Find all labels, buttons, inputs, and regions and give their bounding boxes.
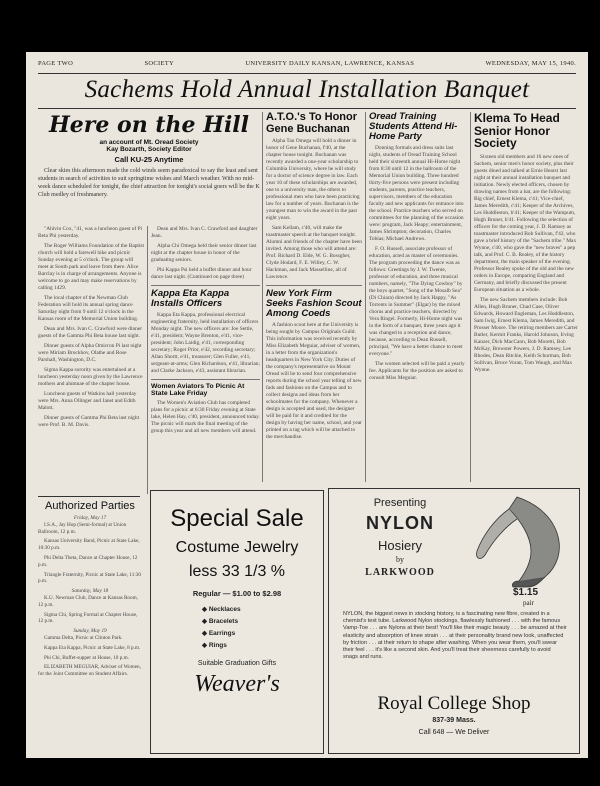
nylon-presenting: Presenting [373, 497, 427, 509]
parties-title: Authorized Parties [45, 500, 135, 512]
ato-headline: A.T.O.'s To Honor Gene Buchanan [266, 112, 358, 135]
page-number: PAGE TWO [38, 60, 74, 67]
newspaper-page [26, 52, 588, 758]
nylon-product: NYLON [366, 513, 434, 533]
ad-discount: less 33 1/3 % [188, 563, 286, 580]
hi-home-story: Donning formals and dress suits last night, students of Oread Training School held their sixteenth annual Hi-Home night from 8:30 until 12 in the ballroom of the Memorial Union building. Three hundred thirty-five persons were present including students, parents, practice teachers, supervisors, members of the education faculty and new applicants for entrance into the school. Practice teachers who served on committees for the planning of the occasion were: program, Jack Heapy; entertainment, James Shrimpton; decoration, Charles Tobias; Michael Andrews. [369, 144, 464, 242]
society-note: Dinner guests of Alpha Omicron Pi last night were Miriam Brockhov, Olathe and Rose Parshall, Washington, D.C. [38, 343, 142, 363]
society-column-title: Here on the Hill [48, 112, 250, 138]
society-call-line: Call KU-25 Anytime [114, 154, 184, 164]
nylon-headline-block [345, 497, 455, 578]
section-name: SOCIETY [144, 60, 174, 67]
kappa-headline: Kappa Eta Kappa Installs Officers [151, 285, 260, 309]
ad-store-name: Weaver's [194, 671, 280, 697]
jewelry-sale-ad [150, 490, 324, 754]
society-note: Dean and Mrs. Ivan C. Crawford were dinner guests of the Gamma Phi Beta house last night. [38, 326, 143, 339]
column-divider [147, 226, 148, 494]
sachem-story-2: The new Sachem members include: Bob Allen, Hugh Bruner, Chad Case, Oliver Edwards, Howard Engleman, Les Huddleston, Sam Iwig, Ernest Klema, James Meredith, and Prosser Moore. The retiring members are Carter Butler, Kermit Franks, Harold Johnson, Irving Kanzer, Dick MacCann, Bob Moretti, Bob McKay, Brewster Powers, J. D. Ramsey, Lee Rhodes, Dean Ritchie, Keith Schurman, Bob Sullivan, Bruce Voran, Tom Waugh, and Max Wynne. [474, 296, 578, 373]
stocking-leg-illustration [465, 493, 571, 589]
society-column-header [38, 112, 260, 224]
kappa-story: Kappa Eta Kappa, professional electrical engineering fraternity, held installation of officers Monday night. The new officers are: Joe Settle, e'41, president; Wayne Brenton, e'41, vice-president; John Laidig, e'41, corresponding secretary; Roger Prior, e'42, recording secretary; Allan Shortt, e'41, treasurer; Glen Fuller, e'41, sergeant-at-arms; Glen Richardson, e'41, librarian; and Clarke Jackson, e'43, assistant librarian. [151, 311, 260, 374]
society-byline: an account of Mt. Oread Society [99, 139, 199, 146]
society-note: The local chapter of the Newman Club Federation will hold its annual spring dance Saturday night from 9 until 12 o'clock in the Kansas room of the Memorial Union building. [38, 295, 139, 322]
news-column-4 [369, 112, 467, 482]
column-divider [365, 112, 366, 482]
society-column-continued [151, 226, 260, 494]
party-item: Kappa Eta Kappa, Picnic at State Lake, 8 p.m. [44, 644, 141, 651]
sachem-story: Sixteen old members and 16 new ones of Sachem, senior men's honor society, plus their guests dined and talked at Ernie Hearst last night at their annual installation banquet and initiation. Newly elected officers, chosen by drawing names from a hat, are the following: Big chief, Ernest Klema, c'41; Vice-chief, James Meredith, c'41; Keeper of the Archives, Les Huddleston, b'41; Keeper of the Wampum, Hugh Bruner, b'41. Following the selection of officers for the coming year, J. D. Ramsey as toastmaster introduced Bob Sullivan, f'42, who gave a brief history of the "Sachem tribe." Max Wynne, c'40, who gave the "new braves" a pep talk, and Prof. C. B. Realey, of the history department, the main speaker of the evening. Professor Realey spoke of the old and the new orders in Europe, comparing England and Germany, and briefly discussed the present European situation as a whole. [474, 153, 577, 293]
party-item: Gamma Delta, Picnic at Clinton Park. [44, 634, 123, 641]
column-divider [262, 112, 263, 482]
society-note: Alpha Chi Omega held their senior dinner last night at the chapter house in honor of the graduating seniors. [151, 243, 257, 263]
society-note: Phi Kappa Psi held a buffet dinner and hour dance last night. (Continued on page three) [151, 267, 252, 280]
parties-signature: ELIZABETH MEGUIAR, Adviser of Women, for the Joint Committee on Student Affairs. [38, 664, 141, 678]
news-column-3 [266, 112, 362, 482]
ad-item: ◆ Bracelets [202, 618, 239, 625]
ad-price-range: Regular — $1.00 to $2.98 [192, 589, 282, 598]
society-note: Dean and Mrs. Ivan C. Crawford and daughter Jean. [151, 226, 258, 239]
banner-rule [38, 108, 576, 109]
ad-item: ◆ Rings [202, 642, 227, 649]
hi-home-story-2: F. O. Russell, associate professor of education, acted as master of ceremonies. The program proceeding the dance was as follows: Greetings by J. W. Twente, professor of education, and three musical numbers, namely, "The Dying Cowboy" by the boys quartet, "Song of the Mosalb Sea" (Di Chiara) directed by Jack Happy, "As Torrents in Summer" (Elgar) by the mixed chorus and practice teachers, directed by Vera Ringel. Formerly, Hi-Home night was in the form of a banquet, three years ago it was changed to a reception and dance, because, according to Dean Russell, principal, "We have a better chance to meet everyone." [369, 245, 463, 357]
ad-item-list [202, 604, 272, 652]
fashion-scout-continued: The women selected will be paid a yearly fee. Applicants for the position are asked to consult Miss Meguiar. [369, 360, 465, 381]
fashion-scout-headline: New York Firm Seeks Fashion Scout Among Coeds [266, 285, 362, 319]
society-note: "Ahlvin Cox, "41, was a luncheon guest of Pi Beta Phi yesterday. [38, 226, 143, 239]
society-editor: Kay Bozarth, Society Editor [106, 145, 192, 153]
masthead-line: UNIVERSITY DAILY KANSAN, LAWRENCE, KANSAS [245, 60, 415, 67]
banner-headline: Sachems Hold Annual Installation Banquet [84, 76, 530, 103]
ad-item: ◆ Necklaces [202, 606, 241, 613]
ad-subhead: Costume Jewelry [175, 539, 299, 556]
party-item: Kansas University Band, Picnic at State Lake, 10:30 p.m. [38, 538, 140, 552]
party-item: Sigma Chi, Spring Formal at Chapter House, 12 p.m. [38, 611, 138, 625]
party-item: K.U. Newman Club, Dance at Kansas Room, 12 p.m. [38, 594, 138, 608]
column-divider [470, 112, 471, 482]
society-note: Sigma Kappa sorority was entertained at a luncheon yesterday noon given by the Lawrence mothers and alumnae of the chapter house. [38, 367, 143, 387]
ad-headline: Special Sale [170, 505, 304, 532]
hi-home-headline: Oread Training Students Attend Hi-Home Party [369, 112, 458, 142]
nylon-call-line: Call 648 — We Deliver [418, 729, 490, 736]
party-date: Saturday, May 18 [71, 588, 109, 595]
society-intro: Clear skies this afternoon made the cold winds seem paradoxical to say the least and sent students in search of activities to suit springtime wishes and March weather. With no mid-week dance scheduled for tonight, the chief attraction for tonight's social goers will be the K Club medley of freshmanery. [38, 167, 260, 198]
society-note: The Roger Williams Foundation of the Baptist church will hold a farewell hike and picnic Sunday evening at 5 o'clock. The group will meet at South park and leave from there. Alice Barclay is in charge of arrangements. Anyone is welcome to go and may make reservations by calling 1429. [38, 243, 144, 291]
fashion-scout-story: A fashion scout here at the University is being sought by Campus Originals Guild. This information was received recently by Miss Elizabeth Meguiar, adviser of women, in a letter from the organization's headquarters in New York City. Duties of the company's representative on Mount Oread will be to send four comprehensive reports during the school year telling of new fads and fashions on the Campus and to collect designs and ideas from her schoolmates for the company. Whenever a design is accepted and used, the designer will be paid for it and credited for the design by having her name, school, and year printed on a tag which will be attached to the merchandise. [266, 322, 362, 440]
ato-story-2: Sam Kellam, c'40, will make the toastmaster speech at the banquet tonight. Alumni and friends of the chapter have been invited. Among those who will attend are: Prof. Richard D. Elde, W. G. Bossgher, Clyde Hodard, F. E. Willey, C. W. Hackman, and Jack Masselline, all of Lawrence. [266, 225, 362, 281]
parties-rule [38, 496, 140, 497]
nylon-price: $1.15 [513, 587, 539, 598]
issue-date: WEDNESDAY, MAY 15, 1940. [485, 60, 576, 67]
klema-headline: Klema To Head Senior Honor Society [474, 112, 560, 151]
ato-story: Alpha Tau Omega will hold a dinner in honor of Gene Buchanan, f'40, at the chapter house tonight. Buchanan was recently awarded a one-year scholarship to Columbia University, where he will study for a doctor of science degree in law. Each year 10 of these scholarships are awarded, one to a university man, the others to professional men who have been practicing law for a number of years. Buchanan is the youngest man to win the award in the past eight years. [266, 138, 360, 222]
ad-item: ◆ Earrings [202, 630, 236, 637]
party-date: Sunday, May 19 [73, 628, 107, 635]
nylon-by: by [396, 555, 404, 564]
news-column-5 [474, 112, 578, 482]
party-item: Phi Delta Theta, Dance at Chapter House, 12 p.m. [38, 554, 138, 568]
party-date: Friday, May 17 [73, 515, 107, 521]
aviators-story: The Women's Aviation Club has completed plans for a picnic at 6:30 Friday evening at State lake, Helen Hay, c'40, president, announced today. The picnic will mark the final meeting of the group this year and all new members will attend. [151, 400, 260, 435]
aviators-headline: Women Aviators To Picnic At State Lake Friday [151, 379, 260, 397]
nylon-body-copy: NYLON, the biggest news in stocking history, is a fascinating new fibre, created in a chemist's test tube. Larkwood Nylon stockings, flawlessly fashioned . . . with the famous Vamp-Toe . . . are Nylons at their best! You'll like their magic beauty . . . be amazed at their elasticity and absorption of knee strain . . . at their personality brand new look, unaffected by friction . . . at their return to shape after washing. When you wear them, you'll swear their feel . . . it's like a second skin. And you'll treat their sheerness carefully to avoid snags and runs. [343, 611, 567, 661]
nylon-store-address: 837-39 Mass. [432, 717, 476, 724]
folio-rule [38, 73, 576, 74]
nylon-brand: LARKWOOD [365, 567, 435, 578]
ad-tagline: Suitable Graduation Gifts [197, 660, 277, 667]
nylon-store-name: Royal College Shop [377, 693, 531, 714]
party-item: Phi Chi, Buffet-supper at House, 10 p.m. [44, 654, 129, 661]
society-note: Luncheon guests of Watkins hall yesterday were Mrs. Anna Ollinger and Janet and Edith Malott. [38, 391, 137, 411]
nylon-price-unit: pair [523, 599, 534, 607]
authorized-parties [38, 500, 142, 754]
party-item: I.S.A., Jay Hop (Semi-formal) at Union Ballroom, 12 p.m. [38, 521, 127, 535]
society-notes [38, 226, 144, 494]
society-note: Dinner guests of Gamma Phi Beta last night were Prof. B. M. Davis. [38, 415, 140, 428]
party-item: Triangle Fraternity, Picnic at State Lake, 11:30 p.m. [38, 571, 141, 585]
nylon-hosiery-ad [328, 488, 580, 754]
folio-line [38, 60, 576, 72]
nylon-hosiery: Hosiery [377, 538, 423, 553]
